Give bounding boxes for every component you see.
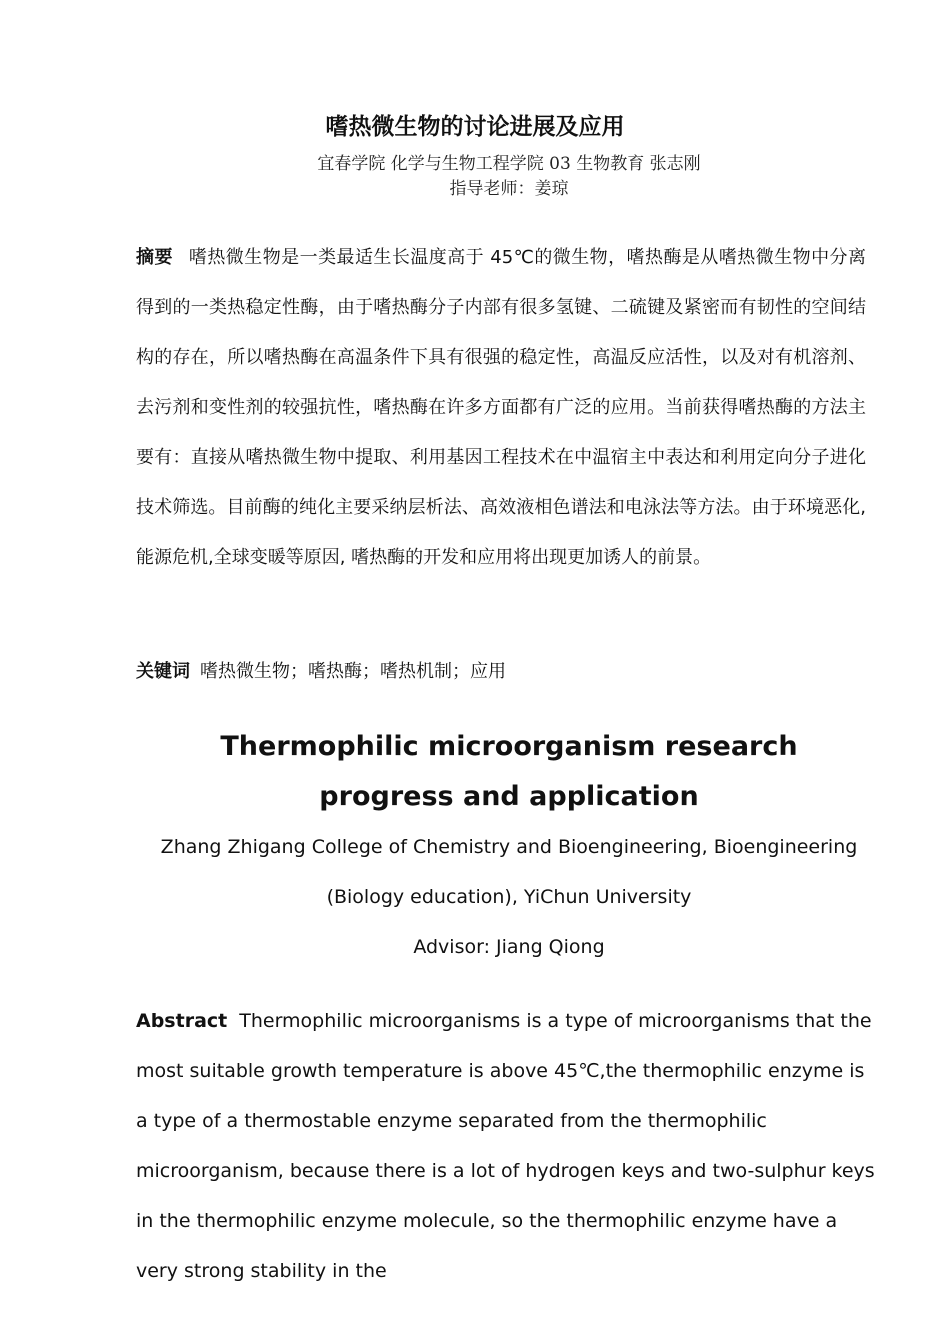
chinese-abstract-text: 嗜热微生物是一类最适生长温度高于 45℃的微生物，嗜热酶是从嗜热微生物中分离得到的一类热稳定性酶，由于嗜热酶分子内部有很多氢键、二硫键及紧密而有韧性的空间结构的存在，所以嗜热酶在高温条件下具有很强的稳定性，高温反应活性，以及对有机溶剂、去污剂和变性剂的较强抗性，嗜热酶在许多方面都有广泛的应用。当前获得嗜热酶的方法主要有：直接从嗜热微生物中提取、利用基因工程技术在中温宿主中表达和利用定向分子进化技术筛选。目前酶的纯化主要采纳层析法、高效液相色谱法和电泳法等方法。由于环境恶化,能源危机,全球变暖等原因, 嗜热酶的开发和应用将出现更加诱人的前景。 — [136, 247, 866, 568]
english-abstract-label: Abstract — [136, 1010, 228, 1032]
chinese-affiliation: 宜春学院 化学与生物工程学院 03 生物教育 张志刚 — [317, 154, 701, 174]
english-abstract — [136, 996, 880, 1296]
english-advisor: Advisor: Jiang Qiong — [413, 936, 605, 958]
chinese-keywords-text: 嗜热微生物；嗜热酶；嗜热机制；应用 — [200, 661, 506, 682]
chinese-keywords — [136, 655, 506, 689]
chinese-abstract-label: 摘要 — [136, 247, 173, 268]
chinese-title: 嗜热微生物的讨论进展及应用 — [325, 114, 625, 140]
english-title: Thermophilic microorganism research progress and application — [220, 731, 798, 812]
english-abstract-text: Thermophilic microorganisms is a type of microorganisms that the most suitable growth temperature is above 45℃,the thermophilic enzyme is a type of a thermostable enzyme separated from the thermophilic microorganism, because there is a lot of hydrogen keys and two-sulphur keys in the thermophilic enzyme molecule, so the thermophilic enzyme have a very strong stability in the — [136, 1010, 875, 1282]
chinese-advisor: 指导老师：姜琼 — [449, 179, 569, 199]
chinese-keywords-label: 关键词 — [136, 661, 190, 682]
english-author: Zhang Zhigang College of Chemistry and Bioengineering, Bioengineering (Biology education), YiChun University — [160, 836, 858, 908]
chinese-abstract — [136, 233, 866, 583]
